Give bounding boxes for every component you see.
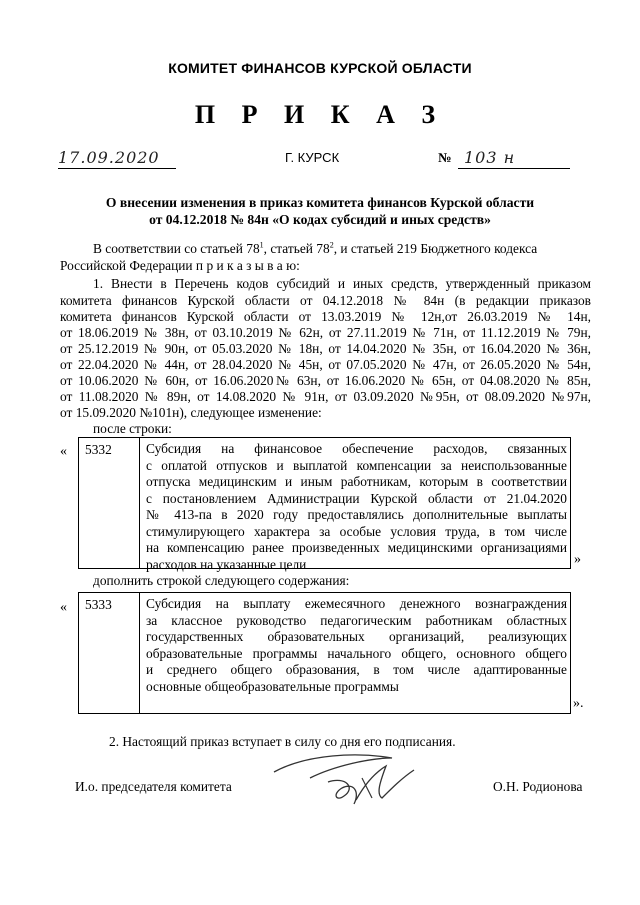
row-new-line-1: Субсидия на выплату ежемесячного денежного вознаграждения xyxy=(146,596,567,611)
row-existing-line-4: с постановлением Администрации Курской области от 21.04.2020 xyxy=(146,490,567,506)
row-new-code-cell xyxy=(78,592,140,714)
row-existing-code: 5332 xyxy=(85,442,112,457)
preamble-text-b: , статьей 78 xyxy=(263,241,330,256)
row-new-line-6: основные общеобразовательные программы xyxy=(146,678,399,694)
row-existing-line-1: Субсидия на финансовое обеспечение расходов, связанных xyxy=(146,441,567,456)
row-new-text-cell xyxy=(139,592,571,714)
signature-position: И.о. председателя комитета xyxy=(75,779,232,794)
quote-close-2: ». xyxy=(573,696,584,711)
add-row-label: дополнить строкой следующего содержания: xyxy=(93,573,350,588)
quote-open-2: « xyxy=(60,600,67,615)
item1-line-8: от 11.08.2020 № 89н, от 14.08.2020 № 91н, от 03.09.2020 №95н, от 08.09.2020 №97н, xyxy=(60,389,591,404)
preamble-text-a: В соответствии со статьей 78 xyxy=(93,241,260,256)
date-field xyxy=(58,148,176,169)
row-existing-line-2: с оплатой отпусков и выплатой компенсации за неиспользованные xyxy=(146,457,567,473)
preamble-text-c: , и статьей 219 Бюджетного кодекса xyxy=(333,241,538,256)
city: Г. КУРСК xyxy=(285,150,340,165)
preamble-line-1 xyxy=(93,241,537,258)
row-existing-line-7: на компенсацию ранее произведенных медицинскими организациями xyxy=(146,540,567,555)
item1-line-2: комитета финансов Курской области от 04.12.2018 № 84н (в редакции приказов xyxy=(60,293,591,308)
item1-line-5: от 25.12.2019 № 90н, от 05.03.2020 № 18н, от 14.04.2020 № 35н, от 16.04.2020 № 36н, xyxy=(60,341,591,356)
quote-open-1: « xyxy=(60,444,67,459)
row-existing-line-6: стимулирующего характера за особые условия труда, в том числе xyxy=(146,523,567,539)
row-new-line-4: образовательные программы начального общего, основного общего xyxy=(146,645,567,661)
handwritten-number: 103 н xyxy=(464,148,516,167)
item2-text: 2. Настоящий приказ вступает в силу со дня его подписания. xyxy=(109,734,456,749)
item1-line-9: от 15.09.2020 №101н), следующее изменение: xyxy=(60,405,322,420)
row-existing-code-cell xyxy=(78,437,140,569)
row-new-code: 5333 xyxy=(85,597,112,612)
number-field xyxy=(458,148,570,169)
item1-line-4: от 18.06.2019 № 38н, от 03.10.2019 № 62н, от 27.11.2019 № 71н, от 11.12.2019 № 79н, xyxy=(60,325,591,340)
row-existing-text-cell xyxy=(139,437,571,572)
item1-line-7: от 10.06.2020 № 60н, от 16.06.2020№ 63н, от 16.06.2020 № 65н, от 04.08.2020 № 85н, xyxy=(60,373,591,388)
row-new-line-5: и среднего общего образования, в том числе адаптированные xyxy=(146,662,567,677)
row-existing-line-3: отпуска медицинским и иным работникам, которым в соответствии xyxy=(146,474,567,489)
row-new-line-2: за классное руководство педагогическим работникам областных xyxy=(146,612,567,628)
after-row-label: после строки: xyxy=(93,421,172,436)
signature-name: О.Н. Родионова xyxy=(493,779,583,794)
row-existing-line-5: № 413-па в 2020 году предоставлялись дополнительные выплаты xyxy=(146,507,567,522)
item1-line-1: 1. Внести в Перечень кодов субсидий и иных средств, утвержденный приказом xyxy=(93,276,591,291)
handwritten-date: 17.09.2020 xyxy=(58,148,160,167)
number-label: № xyxy=(438,150,452,165)
signature-icon xyxy=(262,748,432,812)
subject-line-1: О внесении изменения в приказ комитета финансов Курской области xyxy=(105,195,535,210)
item1-line-3: комитета финансов Курской области от 13.03.2019 № 12н,от 26.03.2019 № 14н, xyxy=(60,309,591,324)
preamble-sup-2: 2 xyxy=(329,240,334,250)
preamble-sup-1: 1 xyxy=(259,240,264,250)
row-existing-line-8: расходов на указанные цели xyxy=(146,556,307,572)
row-new-line-3: государственных образовательных организаций, реализующих xyxy=(146,629,567,644)
subject-line-2: от 04.12.2018 № 84н «О кодах субсидий и иных средств» xyxy=(149,212,491,227)
quote-close-1: » xyxy=(574,552,581,567)
item1-line-6: от 22.04.2020 № 44н, от 28.04.2020 № 45н, от 07.05.2020 № 47н, от 26.05.2020 № 54н, xyxy=(60,357,591,372)
preamble-line-2: Российской Федерации п р и к а з ы в а ю: xyxy=(60,258,300,273)
document-type: П Р И К А З xyxy=(194,100,446,129)
committee-title: КОМИТЕТ ФИНАНСОВ КУРСКОЙ ОБЛАСТИ xyxy=(168,60,472,76)
